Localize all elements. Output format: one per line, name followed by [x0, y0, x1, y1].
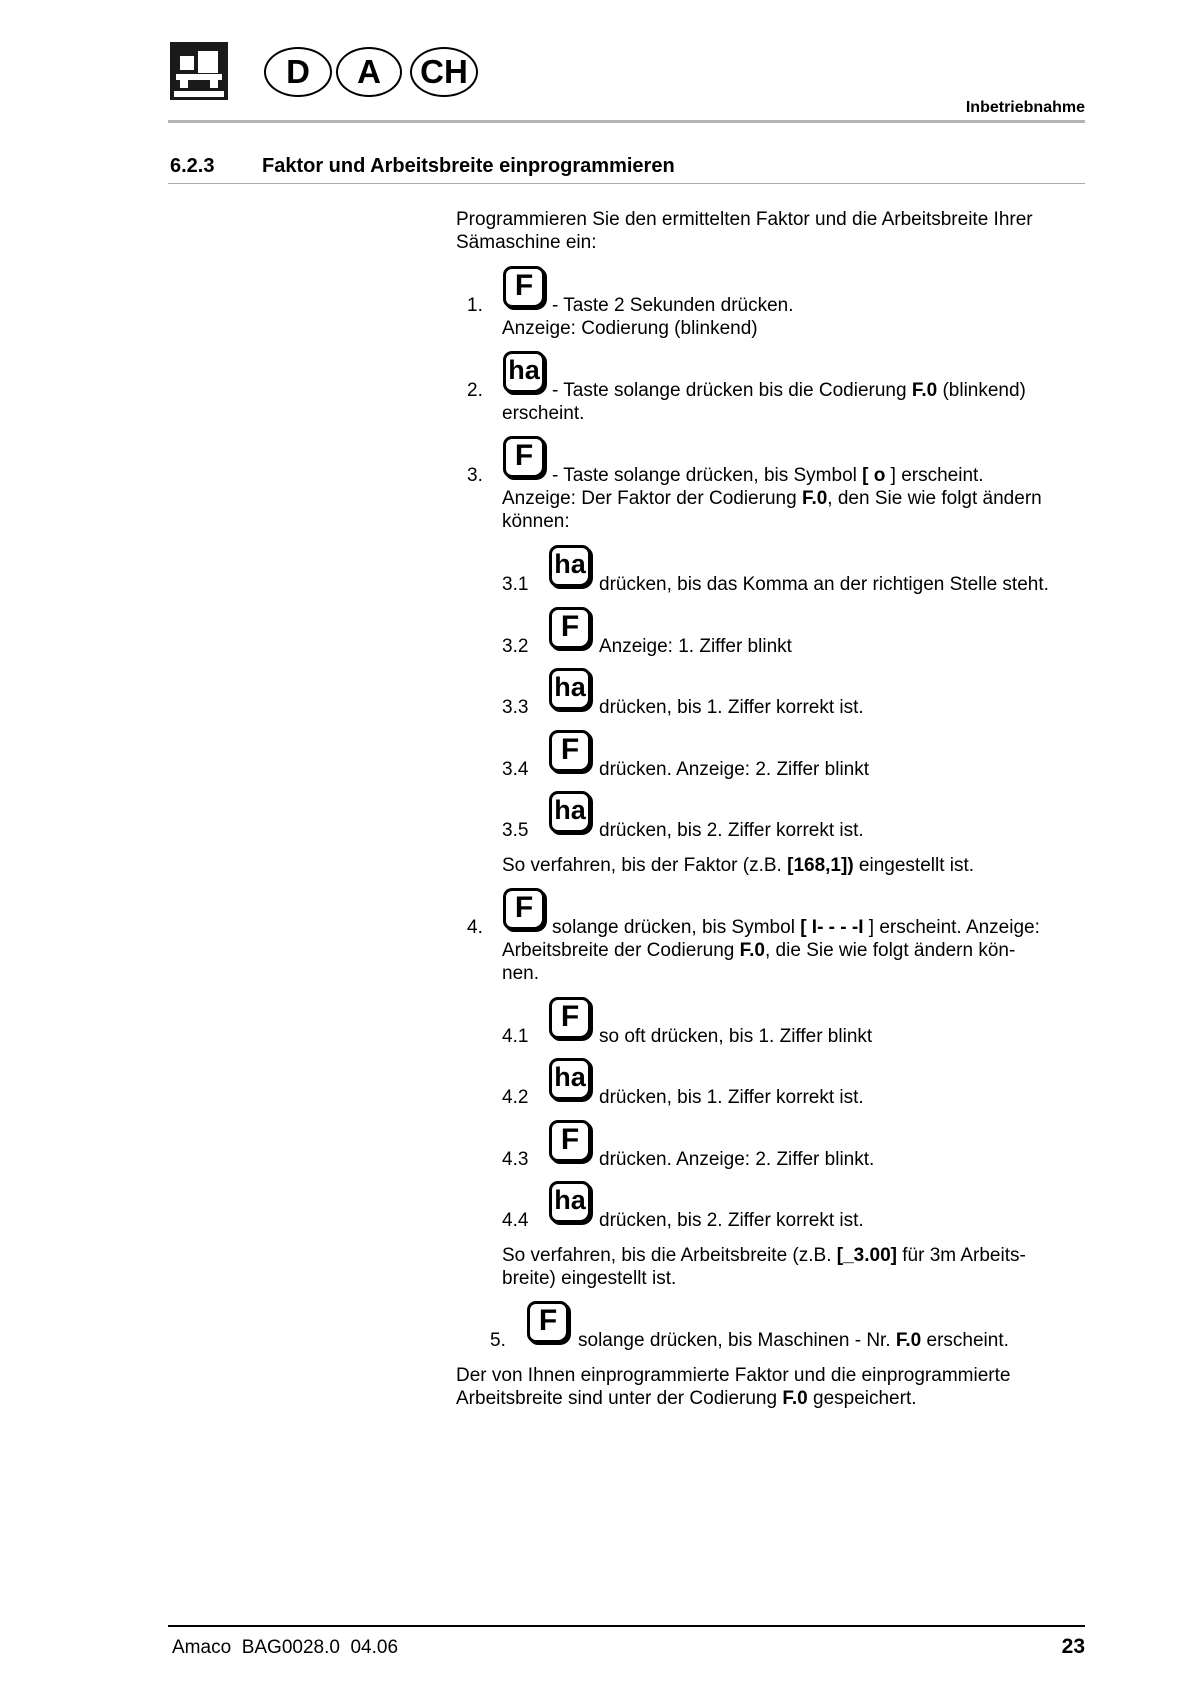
substep-3-3-text: drücken, bis 1. Ziffer korrekt ist. [599, 697, 864, 718]
ha-key-icon: ha [503, 351, 545, 393]
step-5-number: 5. [490, 1330, 506, 1351]
substep-3-4-text: drücken. Anzeige: 2. Ziffer blinkt [599, 759, 870, 780]
substep-4-2-number: 4.2 [502, 1087, 529, 1108]
ha-key-icon: ha [549, 791, 591, 833]
f-key-icon: F [503, 266, 545, 308]
step-2-text: - Taste solange drücken bis die Codierung F.0 (blinkend) [552, 380, 1026, 401]
substep-4-3-text: drücken. Anzeige: 2. Ziffer blinkt. [599, 1149, 875, 1170]
substep-4-4-text: drücken, bis 2. Ziffer korrekt ist. [599, 1210, 864, 1231]
f-key-icon: F [549, 607, 591, 649]
country-badge-ch: CH [410, 47, 478, 97]
ha-key-icon: ha [549, 1058, 591, 1100]
step-3-conclusion: So verfahren, bis der Faktor (z.B. [168,1]) eingestellt ist. [502, 855, 975, 876]
substep-3-5-text: drücken, bis 2. Ziffer korrekt ist. [599, 820, 864, 841]
intro-line-1: Programmieren Sie den ermittelten Faktor und die Arbeitsbreite Ihrer [456, 209, 1033, 230]
step-1-text: - Taste 2 Sekunden drücken. [552, 295, 794, 316]
f-key-icon: F [527, 1301, 569, 1343]
country-badge-a: A [336, 47, 402, 97]
step-4-text-2: Arbeitsbreite der Codierung F.0, die Sie wie folgt ändern kön- [502, 940, 1016, 961]
heading-title: Faktor und Arbeitsbreite einprogrammieren [262, 155, 675, 177]
substep-3-1-text: drücken, bis das Komma an der richtigen Stelle steht. [599, 574, 1049, 595]
step-1-number: 1. [467, 295, 483, 316]
step-3-text-3: können: [502, 511, 570, 532]
substep-3-1-number: 3.1 [502, 574, 529, 595]
header-rule [168, 120, 1085, 123]
ha-key-icon: ha [549, 668, 591, 710]
step-4-number: 4. [467, 917, 483, 938]
substep-3-2-text: Anzeige: 1. Ziffer blinkt [599, 636, 792, 657]
footer-rule [168, 1625, 1085, 1627]
substep-3-5-number: 3.5 [502, 820, 529, 841]
intro-line-2: Sämaschine ein: [456, 232, 597, 253]
substep-4-2-text: drücken, bis 1. Ziffer korrekt ist. [599, 1087, 864, 1108]
step-4-text: solange drücken, bis Symbol [ I- - - -I ] erscheint. Anzeige: [552, 917, 1040, 938]
closing-line-1: Der von Ihnen einprogrammierte Faktor und die einprogrammierte [456, 1365, 1011, 1386]
step-3-text: - Taste solange drücken, bis Symbol [ o ] erscheint. [552, 465, 984, 486]
ha-key-icon: ha [549, 1181, 591, 1223]
f-key-icon: F [549, 730, 591, 772]
amazone-logo [170, 42, 228, 100]
page-number: 23 [1061, 1635, 1085, 1658]
substep-4-4-number: 4.4 [502, 1210, 529, 1231]
step-3-text-2: Anzeige: Der Faktor der Codierung F.0, den Sie wie folgt ändern [502, 488, 1042, 509]
ha-key-icon: ha [549, 545, 591, 587]
step-4-conclusion-2: breite) eingestellt ist. [502, 1268, 677, 1289]
substep-4-1-text: so oft drücken, bis 1. Ziffer blinkt [599, 1026, 873, 1047]
substep-3-2-number: 3.2 [502, 636, 529, 657]
footer-doc-id: Amaco BAG0028.0 04.06 [172, 1637, 399, 1658]
heading-rule [168, 183, 1085, 184]
f-key-icon: F [503, 436, 545, 478]
step-1-display: Anzeige: Codierung (blinkend) [502, 318, 758, 339]
substep-3-4-number: 3.4 [502, 759, 529, 780]
step-4-text-3: nen. [502, 963, 539, 984]
country-badge-d: D [264, 47, 332, 97]
heading-number: 6.2.3 [170, 155, 215, 177]
f-key-icon: F [549, 997, 591, 1039]
step-4-conclusion: So verfahren, bis die Arbeitsbreite (z.B. [_3.00] für 3m Arbeits- [502, 1245, 1026, 1266]
step-3-number: 3. [467, 465, 483, 486]
f-key-icon: F [503, 888, 545, 930]
f-key-icon: F [549, 1120, 591, 1162]
substep-4-1-number: 4.1 [502, 1026, 529, 1047]
step-2-text-2: erscheint. [502, 403, 585, 424]
substep-3-3-number: 3.3 [502, 697, 529, 718]
section-label: Inbetriebnahme [965, 99, 1085, 116]
closing-line-2: Arbeitsbreite sind unter der Codierung F.0 gespeichert. [456, 1388, 917, 1409]
substep-4-3-number: 4.3 [502, 1149, 529, 1170]
step-2-number: 2. [467, 380, 483, 401]
step-5-text: solange drücken, bis Maschinen - Nr. F.0 erscheint. [578, 1330, 1009, 1351]
